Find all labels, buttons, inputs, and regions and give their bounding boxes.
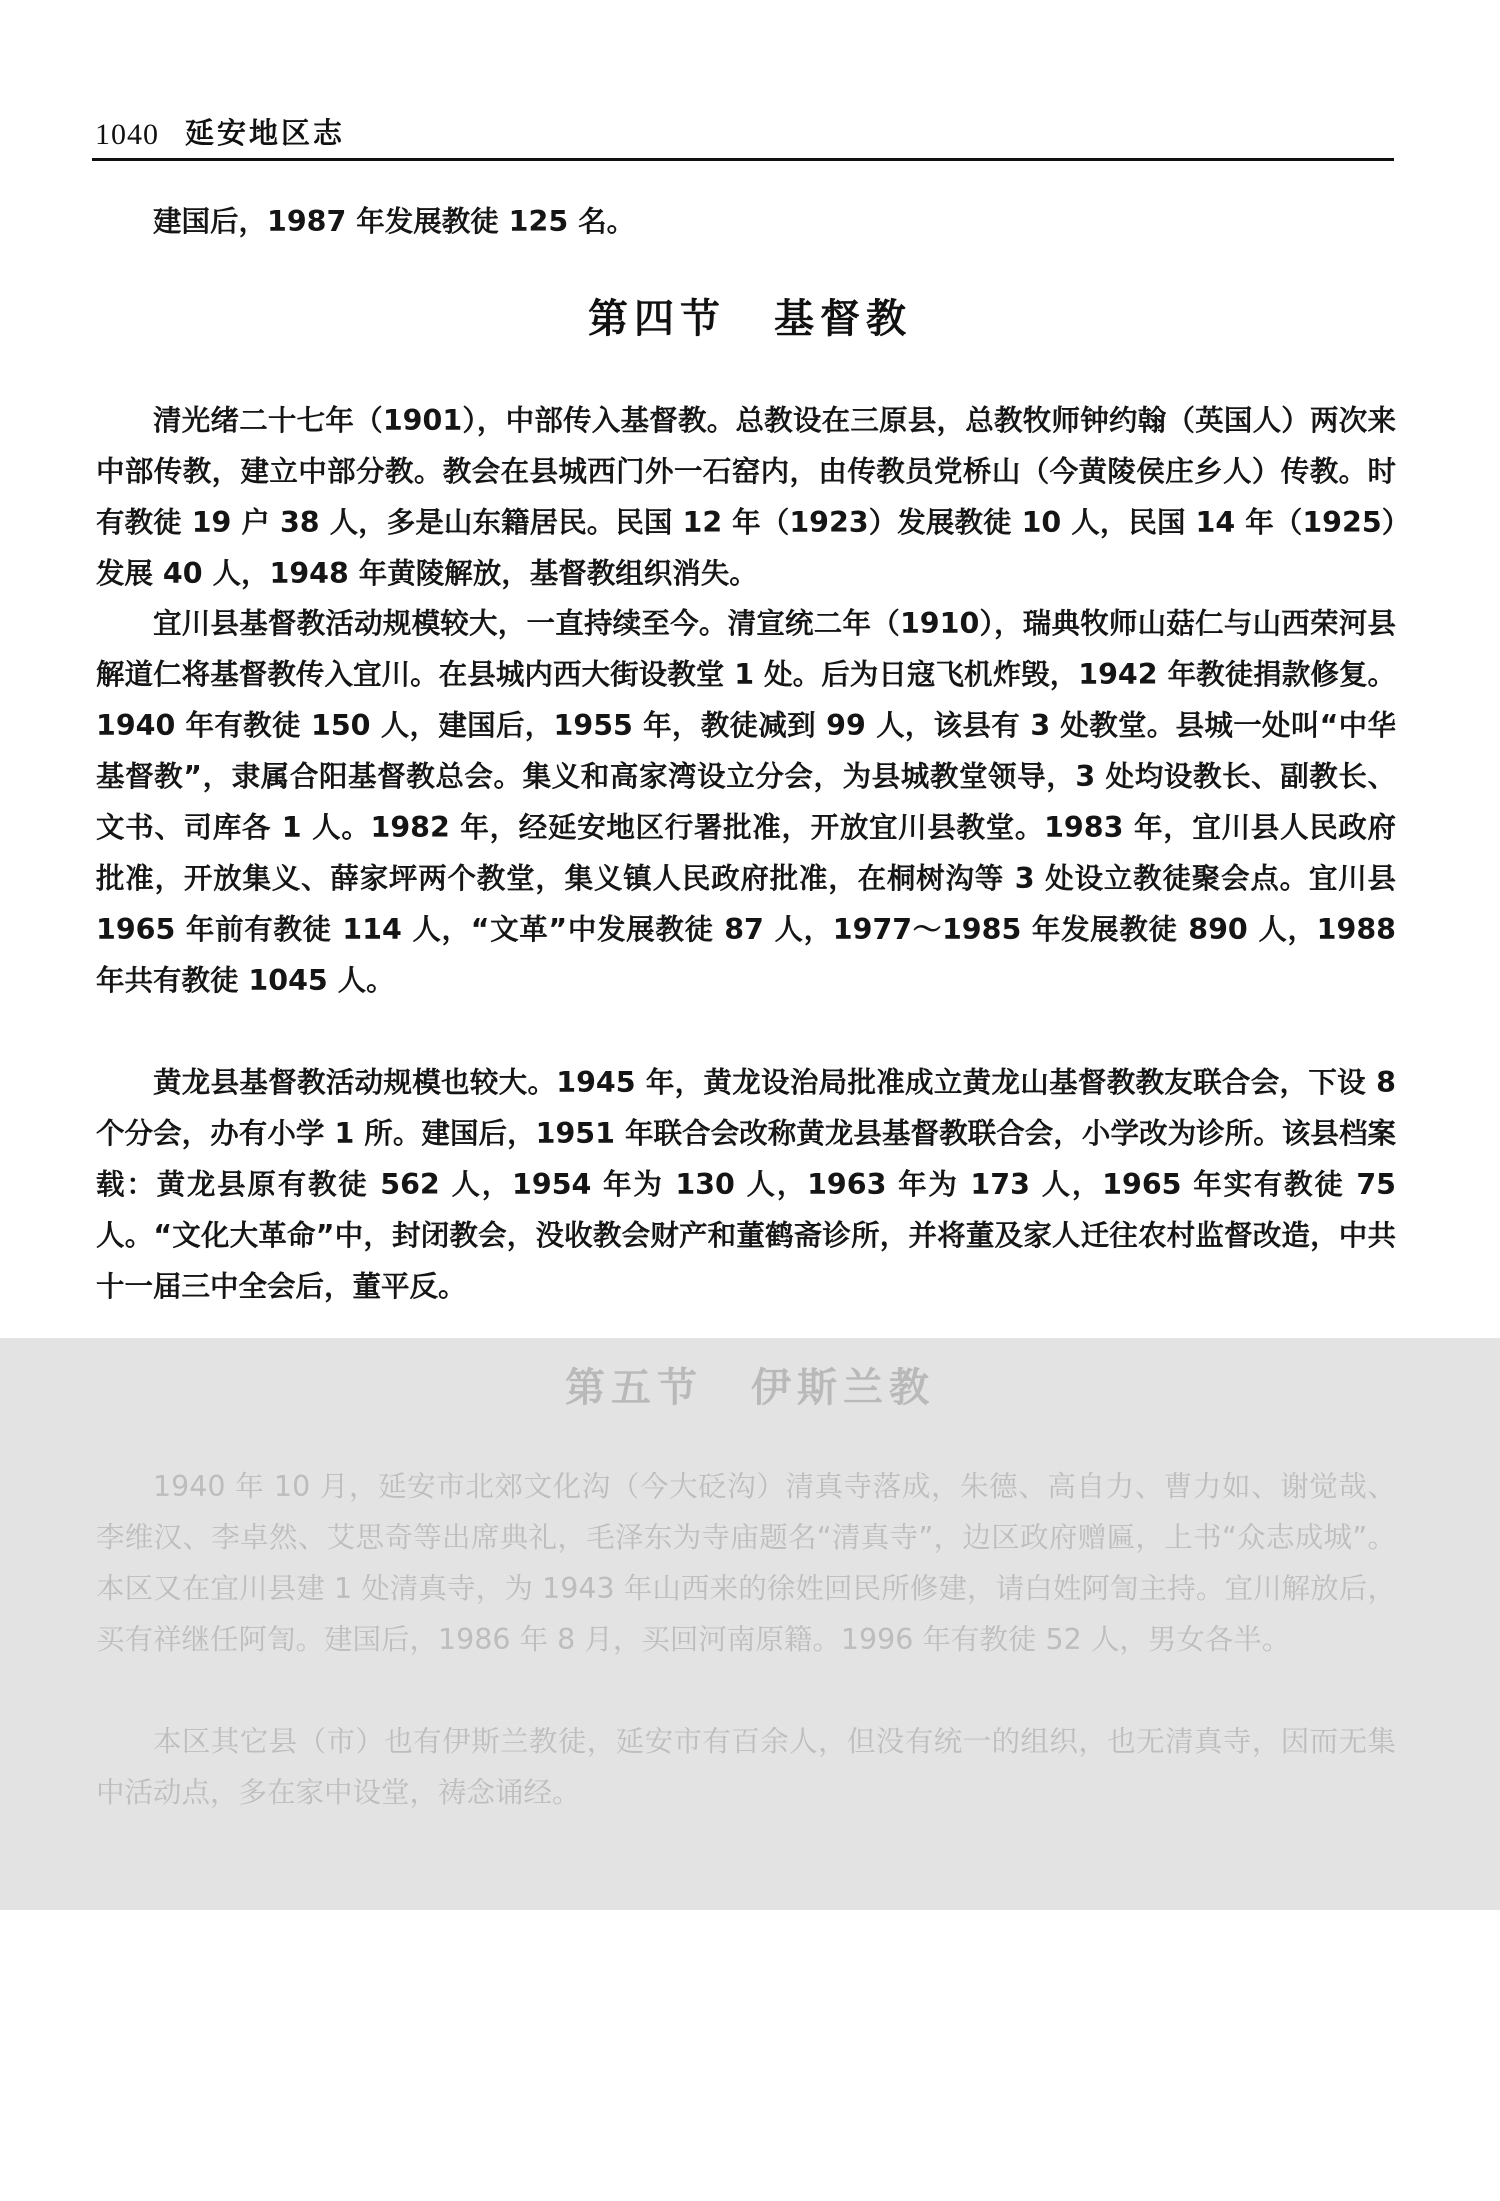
section-5-paragraph-2: 本区其它县（市）也有伊斯兰教徒，延安市有百余人，但没有统一的组织，也无清真寺，因而无集中活动点，多在家中设堂，祷念诵经。 [96,1725,1396,1809]
intro-paragraph: 建国后，1987 年发展教徒 125 名。 [153,205,636,238]
section-5-title [0,1356,1500,1413]
section-4-paragraph-3: 黄龙县基督教活动规模也较大。1945 年，黄龙设治局批准成立黄龙山基督教教友联合会，下设 8 个分会，办有小学 1 所。建国后，1951 年联合会改称黄龙县基督教联合会，小学改为诊所。该县档案载：黄龙县原有教徒 562 人，1954 年为 130 人，1963 年为 173 人，1965 年实有教徒 75 人。“文化大革命”中，封闭教会，没收教会财产和董鹤斋诊所，并将董及家人迁往农村监督改造，中共十一届三中全会后，董平反。 [96,1066,1396,1303]
section-4-paragraph-2: 宜川县基督教活动规模较大，一直持续至今。清宣统二年（1910），瑞典牧师山菇仁与山西荣河县解道仁将基督教传入宜川。在县城内西大街设教堂 1 处。后为日寇飞机炸毁，1942 年教徒捐款修复。1940 年有教徒 150 人，建国后，1955 年，教徒减到 99 人，该县有 3 处教堂。县城一处叫“中华基督教”，隶属合阳基督教总会。集义和高家湾设立分会，为县城教堂领导，3 处均设教长、副教长、文书、司库各 1 人。1982 年，经延安地区行署批准，开放宜川县教堂。1983 年，宜川县人民政府批准，开放集义、薛家坪两个教堂，集义镇人民政府批准，在桐树沟等 3 处设立教徒聚会点。宜川县 1965 年前有教徒 114 人，“文革”中发展教徒 87 人，1977～1985 年发展教徒 890 人，1988 年共有教徒 1045 人。 [96,607,1396,997]
section-4-number: 第四节 [588,295,726,342]
header-rule [92,158,1394,161]
section-5-number: 第五节 [565,1364,703,1411]
book-title: 延安地区志 [185,116,346,150]
section-5-name: 伊斯兰教 [751,1364,935,1411]
page-number: 1040 [95,118,159,151]
section-5-paragraph-1: 1940 年 10 月，延安市北郊文化沟（今大砭沟）清真寺落成，朱德、高自力、曹力如、谢觉哉、李维汉、李卓然、艾思奇等出席典礼，毛泽东为寺庙题名“清真寺”，边区政府赠匾，上书“众志成城”。本区又在宜川县建 1 处清真寺，为 1943 年山西来的徐姓回民所修建，请白姓阿訇主持。宜川解放后，买有祥继任阿訇。建国后，1986 年 8 月，买回河南原籍。1996 年有教徒 52 人，男女各半。 [96,1470,1396,1656]
section-4-paragraph-1: 清光绪二十七年（1901），中部传入基督教。总教设在三原县，总教牧师钟约翰（英国人）两次来中部传教，建立中部分教。教会在县城西门外一石窑内，由传教员党桥山（今黄陵侯庄乡人）传教。时有教徒 19 户 38 人，多是山东籍居民。民国 12 年（1923）发展教徒 10 人，民国 14 年（1925）发展 40 人，1948 年黄陵解放，基督教组织消失。 [96,404,1396,590]
section-4-name: 基督教 [774,295,912,342]
section-4-title [0,287,1500,344]
page-header [95,108,345,152]
